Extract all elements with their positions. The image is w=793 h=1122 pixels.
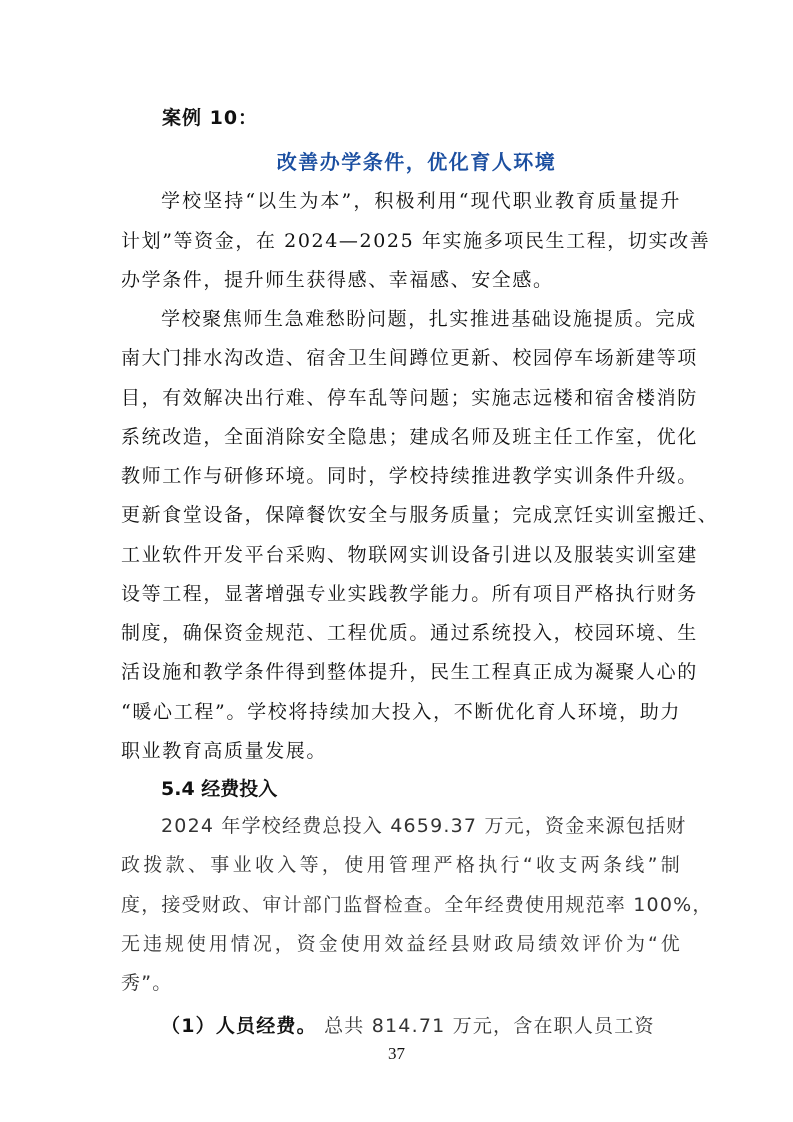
item-lead: （1）人员经费。 — [161, 1015, 317, 1037]
paragraph-line: 度，接受财政、审计部门监督检查。全年经费使用规范率 100%， — [121, 894, 713, 916]
paragraph-line: 职业教育高质量发展。 — [121, 740, 328, 762]
page-number: 37 — [388, 1044, 405, 1063]
case-title: 改善办学条件，优化育人环境 — [276, 150, 557, 174]
item-text: 总共 814.71 万元，含在职人员工资 — [324, 1015, 655, 1037]
paragraph-line: 计划”等资金，在 2024—2025 年实施多项民生工程，切实改善 — [121, 230, 711, 252]
paragraph-line: 办学条件，提升师生获得感、幸福感、安全感。 — [121, 269, 554, 291]
paragraph-line: 目，有效解决出行难、停车乱等问题；实施志远楼和宿舍楼消防 — [121, 387, 698, 409]
paragraph-line: 更新食堂设备，保障餐饮安全与服务质量；完成烹饪实训室搬迁、 — [121, 504, 719, 526]
case-label: 案例 10： — [162, 107, 259, 129]
paragraph-line: 教师工作与研修环境。同时，学校持续推进教学实训条件升级。 — [121, 465, 698, 487]
paragraph-line: 政拨款、事业收入等，使用管理严格执行“收支两条线”制 — [121, 854, 681, 876]
paragraph-line: 学校聚焦师生急难愁盼问题，扎实推进基础设施提质。完成 — [161, 308, 697, 330]
paragraph-line: 南大门排水沟改造、宿舍卫生间蹲位更新、校园停车场新建等项 — [121, 347, 698, 369]
paragraph-line — [161, 1014, 701, 1038]
paragraph-line: 秀”。 — [121, 972, 173, 994]
section-heading: 5.4 经费投入 — [161, 778, 278, 800]
paragraph-line: 制度，确保资金规范、工程优质。通过系统投入，校园环境、生 — [121, 622, 698, 644]
paragraph-line: 活设施和教学条件得到整体提升，民生工程真正成为凝聚人心的 — [121, 661, 698, 683]
paragraph-line: “暖心工程”。学校将持续加大投入，不断优化育人环境，助力 — [121, 701, 681, 723]
paragraph-line: 2024 年学校经费总投入 4659.37 万元，资金来源包括财 — [161, 815, 687, 837]
paragraph-line: 无违规使用情况，资金使用效益经县财政局绩效评价为“优 — [121, 933, 681, 955]
paragraph-line: 工业软件开发平台采购、物联网实训设备引进以及服装实训室建 — [121, 544, 698, 566]
paragraph-line: 设等工程，显著增强专业实践教学能力。所有项目严格执行财务 — [121, 583, 698, 605]
paragraph-line: 系统改造，全面消除安全隐患；建成名师及班主任工作室，优化 — [121, 426, 698, 448]
paragraph-line: 学校坚持“以生为本”，积极利用“现代职业教育质量提升 — [161, 190, 681, 212]
